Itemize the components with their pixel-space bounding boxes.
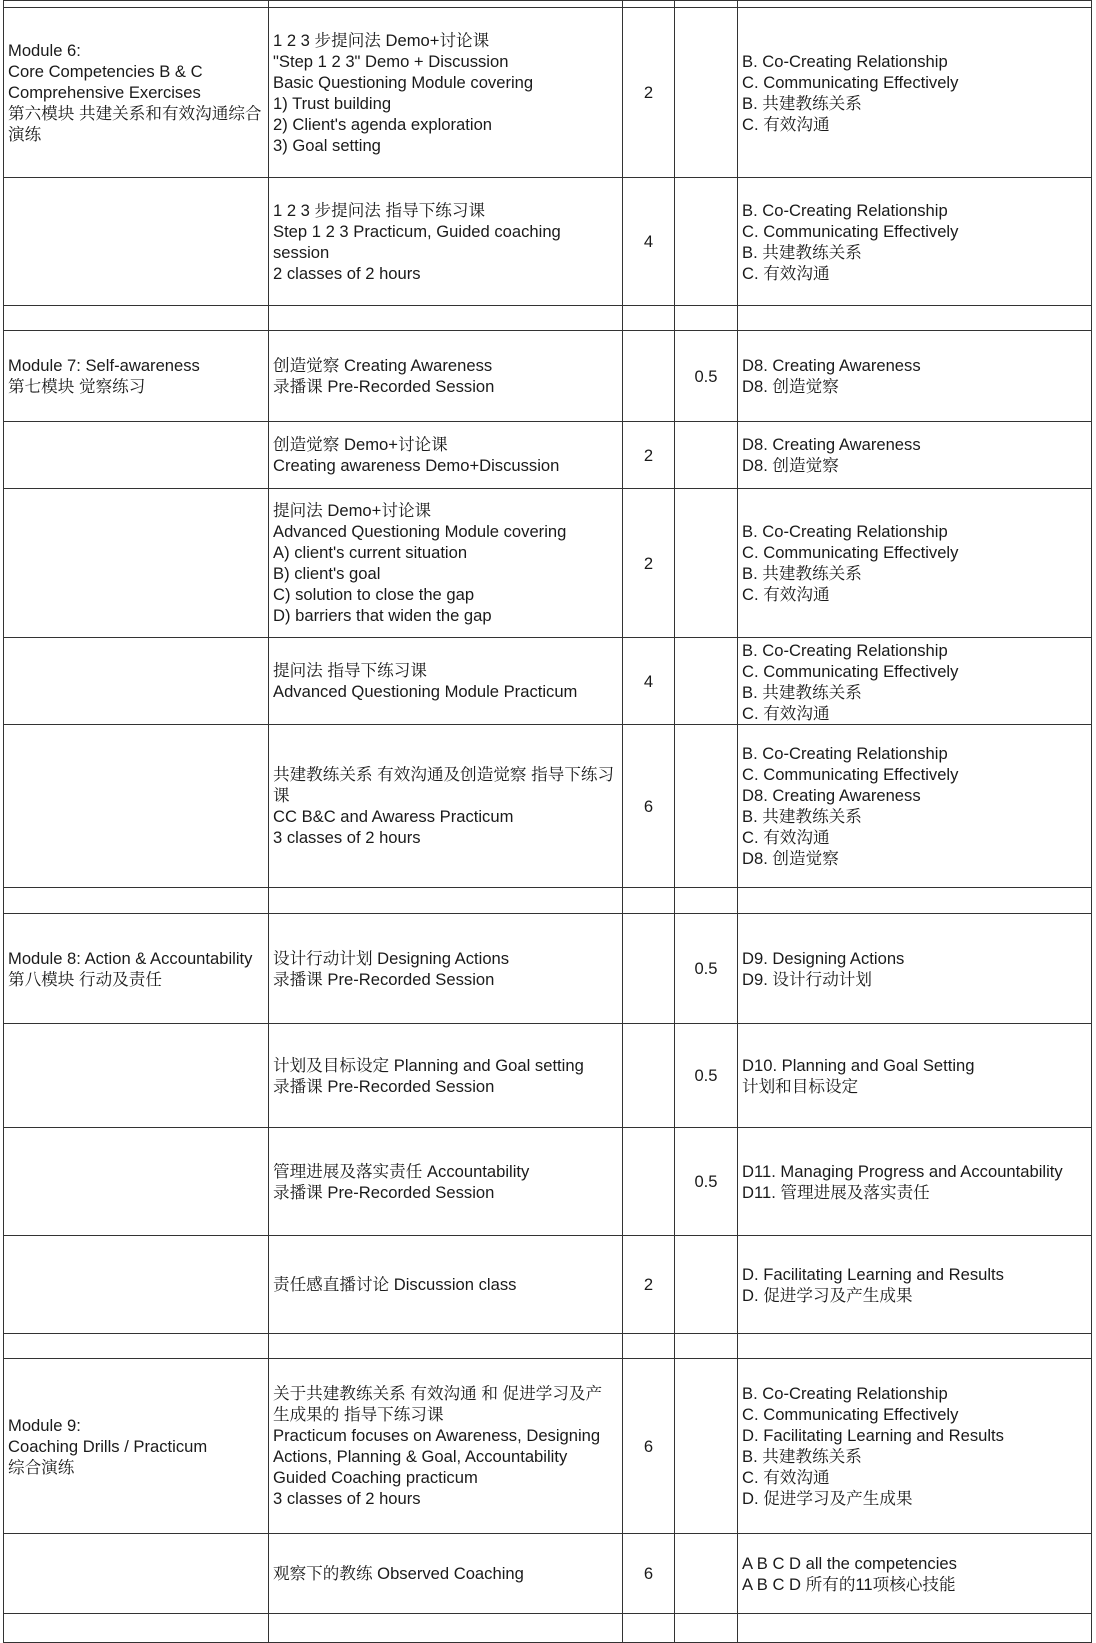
content-cell: 关于共建教练关系 有效沟通 和 促进学习及产生成果的 指导下练习课 Practicum focuses on Awareness, Designing Actions, Planning & Goal, Accountability Guided Coaching practicum 3 classes of 2 hours	[269, 1359, 623, 1534]
content-cell	[269, 306, 623, 331]
content-cell	[269, 888, 623, 914]
live-hours-cell	[623, 306, 675, 331]
table-row	[4, 422, 1092, 489]
table-row	[4, 1614, 1092, 1643]
module-cell	[4, 1128, 269, 1236]
content-cell: 计划及目标设定 Planning and Goal setting 录播课 Pre-Recorded Session	[269, 1024, 623, 1128]
recorded-hours-cell	[675, 1359, 738, 1534]
module-cell: Module 9: Coaching Drills / Practicum 综合演练	[4, 1359, 269, 1534]
table-row	[4, 489, 1092, 638]
live-hours-cell: 2	[623, 8, 675, 178]
content-cell: 1 2 3 步提问法 指导下练习课 Step 1 2 3 Practicum, Guided coaching session 2 classes of 2 hours	[269, 178, 623, 306]
module-cell	[4, 888, 269, 914]
recorded-hours-cell	[675, 725, 738, 888]
table-row	[4, 1359, 1092, 1534]
live-hours-cell: 6	[623, 725, 675, 888]
live-hours-cell	[623, 1, 675, 8]
content-cell: 1 2 3 步提问法 Demo+讨论课 "Step 1 2 3" Demo + Discussion Basic Questioning Module covering 1) Trust building 2) Client's agenda exploration 3) Goal setting	[269, 8, 623, 178]
content-cell: 管理进展及落实责任 Accountability 录播课 Pre-Recorded Session	[269, 1128, 623, 1236]
table-row	[4, 331, 1092, 422]
recorded-hours-cell: 0.5	[675, 914, 738, 1024]
recorded-hours-cell	[675, 178, 738, 306]
module-cell	[4, 1024, 269, 1128]
table-row	[4, 638, 1092, 725]
live-hours-cell: 6	[623, 1359, 675, 1534]
content-cell: 提问法 指导下练习课 Advanced Questioning Module Practicum	[269, 638, 623, 725]
competencies-cell: D8. Creating Awareness D8. 创造觉察	[738, 422, 1092, 489]
content-cell: 设计行动计划 Designing Actions 录播课 Pre-Recorded Session	[269, 914, 623, 1024]
recorded-hours-cell	[675, 1614, 738, 1643]
recorded-hours-cell	[675, 306, 738, 331]
competencies-cell: B. Co-Creating Relationship C. Communicating Effectively B. 共建教练关系 C. 有效沟通	[738, 638, 1092, 725]
recorded-hours-cell: 0.5	[675, 1024, 738, 1128]
content-cell: 提问法 Demo+讨论课 Advanced Questioning Module covering A) client's current situation B) client's goal C) solution to close the gap D) barriers that widen the gap	[269, 489, 623, 638]
module-cell	[4, 1614, 269, 1643]
recorded-hours-cell	[675, 422, 738, 489]
competencies-cell: D9. Designing Actions D9. 设计行动计划	[738, 914, 1092, 1024]
curriculum-table	[3, 0, 1092, 1643]
competencies-cell: B. Co-Creating Relationship C. Communicating Effectively B. 共建教练关系 C. 有效沟通	[738, 178, 1092, 306]
competencies-cell: D8. Creating Awareness D8. 创造觉察	[738, 331, 1092, 422]
table-row	[4, 725, 1092, 888]
content-cell: 创造觉察 Demo+讨论课 Creating awareness Demo+Discussion	[269, 422, 623, 489]
table-row	[4, 306, 1092, 331]
table-row	[4, 8, 1092, 178]
recorded-hours-cell	[675, 1236, 738, 1334]
live-hours-cell	[623, 1128, 675, 1236]
recorded-hours-cell: 0.5	[675, 331, 738, 422]
live-hours-cell	[623, 331, 675, 422]
recorded-hours-cell	[675, 638, 738, 725]
live-hours-cell: 4	[623, 178, 675, 306]
competencies-cell	[738, 1334, 1092, 1359]
module-cell	[4, 178, 269, 306]
content-cell	[269, 1334, 623, 1359]
module-cell	[4, 1236, 269, 1334]
module-cell: Module 6: Core Competencies B & C Comprehensive Exercises 第六模块 共建关系和有效沟通综合演练	[4, 8, 269, 178]
table-row	[4, 1024, 1092, 1128]
table-row	[4, 1236, 1092, 1334]
recorded-hours-cell	[675, 8, 738, 178]
live-hours-cell: 2	[623, 422, 675, 489]
competencies-cell: D11. Managing Progress and Accountability D11. 管理进展及落实责任	[738, 1128, 1092, 1236]
module-cell	[4, 1534, 269, 1614]
table-row	[4, 1128, 1092, 1236]
live-hours-cell: 4	[623, 638, 675, 725]
competencies-cell: D10. Planning and Goal Setting 计划和目标设定	[738, 1024, 1092, 1128]
module-cell	[4, 306, 269, 331]
competencies-cell	[738, 306, 1092, 331]
content-cell: 责任感直播讨论 Discussion class	[269, 1236, 623, 1334]
competencies-cell	[738, 1614, 1092, 1643]
recorded-hours-cell	[675, 489, 738, 638]
recorded-hours-cell	[675, 1534, 738, 1614]
competencies-cell: A B C D all the competencies A B C D 所有的11项核心技能	[738, 1534, 1092, 1614]
live-hours-cell	[623, 914, 675, 1024]
module-cell: Module 8: Action & Accountability 第八模块 行动及责任	[4, 914, 269, 1024]
table-row	[4, 1534, 1092, 1614]
content-cell	[269, 1, 623, 8]
module-cell	[4, 725, 269, 888]
competencies-cell	[738, 1, 1092, 8]
competencies-cell: B. Co-Creating Relationship C. Communicating Effectively D. Facilitating Learning and Results B. 共建教练关系 C. 有效沟通 D. 促进学习及产生成果	[738, 1359, 1092, 1534]
module-cell	[4, 1, 269, 8]
competencies-cell: B. Co-Creating Relationship C. Communicating Effectively B. 共建教练关系 C. 有效沟通	[738, 489, 1092, 638]
live-hours-cell: 6	[623, 1534, 675, 1614]
live-hours-cell	[623, 1024, 675, 1128]
competencies-cell: B. Co-Creating Relationship C. Communicating Effectively D8. Creating Awareness B. 共建教练关系 C. 有效沟通 D8. 创造觉察	[738, 725, 1092, 888]
competencies-cell	[738, 888, 1092, 914]
live-hours-cell	[623, 1614, 675, 1643]
recorded-hours-cell: 0.5	[675, 1128, 738, 1236]
module-cell	[4, 489, 269, 638]
table-row	[4, 888, 1092, 914]
content-cell: 共建教练关系 有效沟通及创造觉察 指导下练习课 CC B&C and Awaress Practicum 3 classes of 2 hours	[269, 725, 623, 888]
table-row	[4, 178, 1092, 306]
live-hours-cell	[623, 888, 675, 914]
content-cell: 观察下的教练 Observed Coaching	[269, 1534, 623, 1614]
module-cell	[4, 638, 269, 725]
live-hours-cell: 2	[623, 489, 675, 638]
content-cell	[269, 1614, 623, 1643]
table-row	[4, 914, 1092, 1024]
module-cell	[4, 1334, 269, 1359]
recorded-hours-cell	[675, 888, 738, 914]
recorded-hours-cell	[675, 1334, 738, 1359]
table-row	[4, 1, 1092, 8]
competencies-cell: D. Facilitating Learning and Results D. 促进学习及产生成果	[738, 1236, 1092, 1334]
content-cell: 创造觉察 Creating Awareness 录播课 Pre-Recorded Session	[269, 331, 623, 422]
recorded-hours-cell	[675, 1, 738, 8]
table-row	[4, 1334, 1092, 1359]
module-cell: Module 7: Self-awareness 第七模块 觉察练习	[4, 331, 269, 422]
competencies-cell: B. Co-Creating Relationship C. Communicating Effectively B. 共建教练关系 C. 有效沟通	[738, 8, 1092, 178]
module-cell	[4, 422, 269, 489]
live-hours-cell	[623, 1334, 675, 1359]
live-hours-cell: 2	[623, 1236, 675, 1334]
